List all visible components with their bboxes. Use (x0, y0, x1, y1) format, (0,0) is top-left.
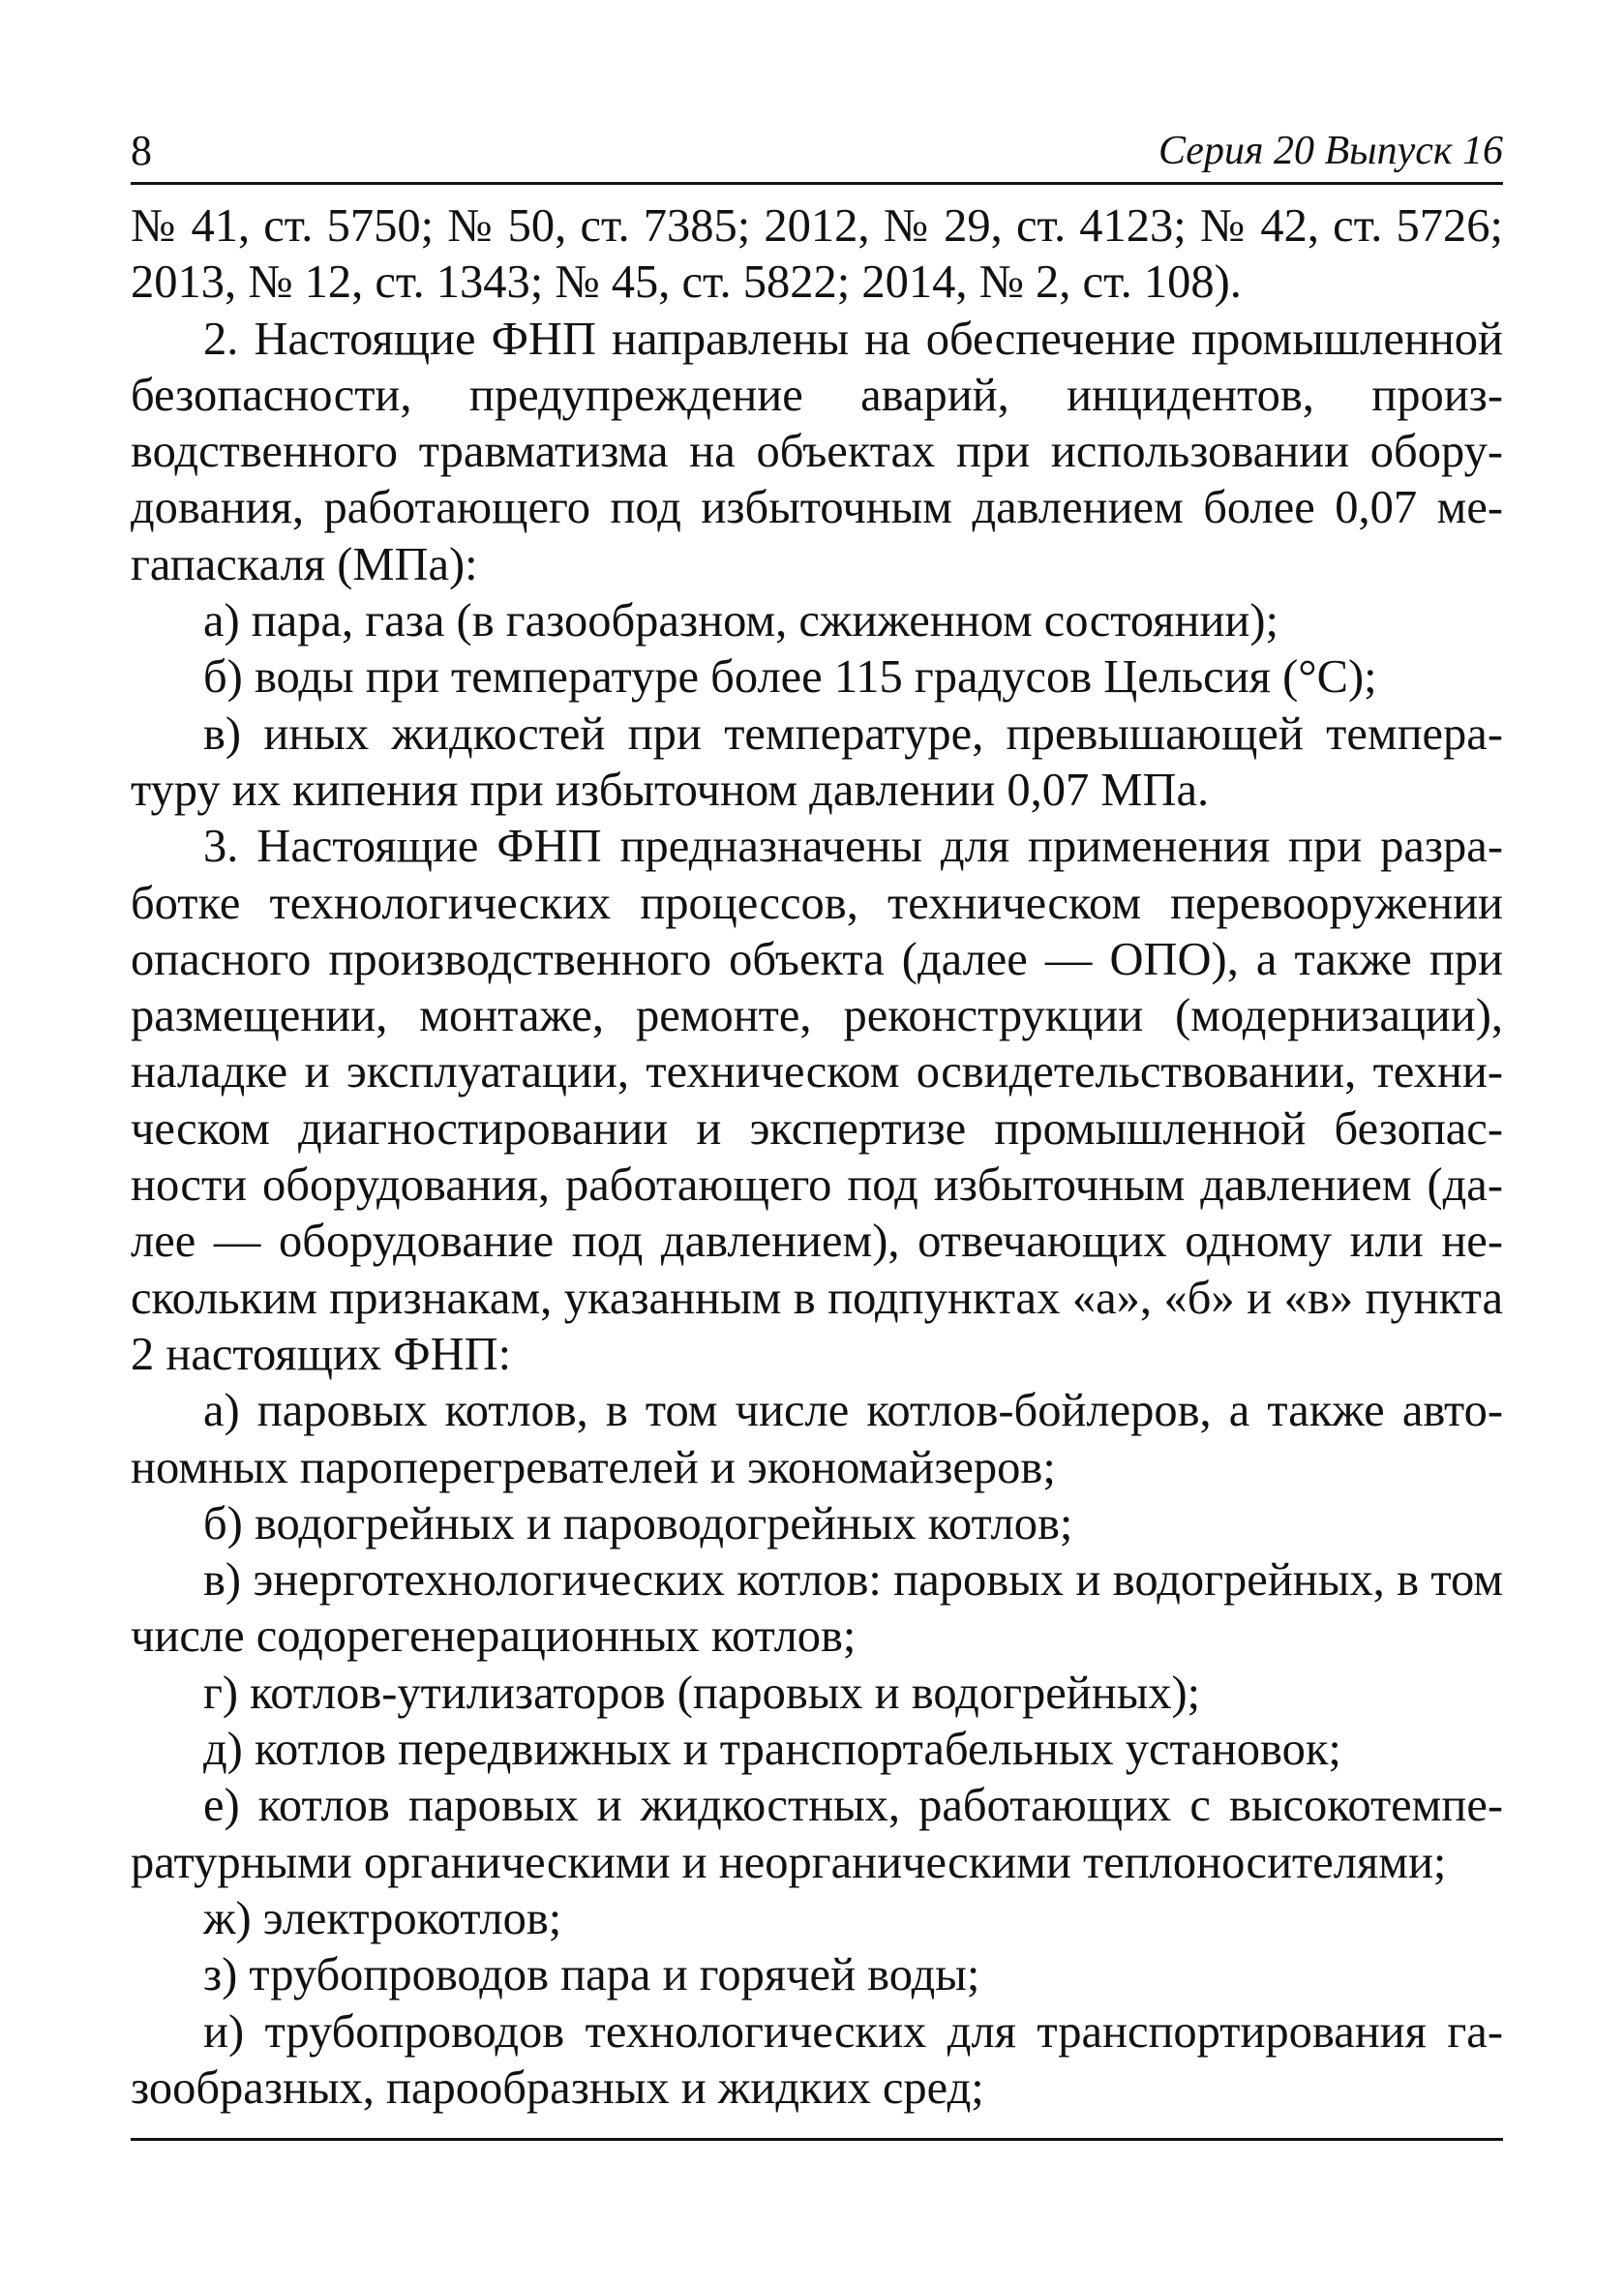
page-number: 8 (131, 127, 152, 174)
list-item-2c: в) иных жидкостей при температуре, превышающей температуру их кипения при избыточном давлении 0,07 МПа. (131, 707, 1503, 816)
paragraph-continuation: № 41, ст. 5750; № 50, ст. 7385; 2012, № 29, ст. 4123; № 42, ст. 5726; 2013, № 12, ст. 1343; № 45, ст. 5822; 2014, № 2, ст. 108). (131, 200, 1503, 309)
list-item-2b: б) воды при температуре более 115 градусов Цельсия (°С); (203, 651, 1377, 704)
series-title: Серия 20 Выпуск 16 (1158, 129, 1503, 173)
list-item-3f: е) котлов паровых и жидкостных, работающих с высокотемпературными органическими и неорганическими теплоносителями; (131, 1780, 1503, 1888)
running-header (131, 126, 1503, 176)
list-item-3c: в) энерготехнологических котлов: паровых и водогрейных, в том числе содорегенерационных котлов; (131, 1554, 1503, 1663)
list-item-3e: д) котлов передвижных и транспортабельных установок; (203, 1724, 1341, 1776)
body-text (131, 198, 1503, 2117)
list-item-3b: б) водогрейных и пароводогрейных котлов; (203, 1497, 1073, 1549)
paragraph-item-2: 2. Настоящие ФНП направлены на обеспечение промышленной безопасности, предупреждение аварий, инцидентов, производственного травматизма на объектах при использовании оборудования, работающего под избыточным давлением более 0,07 мегапаскаля (МПа): (131, 313, 1503, 590)
list-item-3a: а) паровых котлов, в том числе котлов-бойлеров, а также автономных пароперегревателей и экономайзеров; (131, 1385, 1503, 1493)
list-item-3d: г) котлов-утилизаторов (паровых и водогрейных); (203, 1667, 1201, 1719)
list-item-3i: и) трубопроводов технологических для транспортирования газообразных, парообразных и жидких сред; (131, 2005, 1503, 2114)
header-rule (131, 182, 1503, 185)
paragraph-item-3: 3. Настоящие ФНП предназначены для применения при разработке технологических процессов, техническом перевооружении опасного производственного объекта (далее — ОПО), а также при размещении, монтаже, ремонте, реконструкции (модернизации), наладке и эксплуатации, техническом освидетельствовании, техническом диагностировании и экспертизе промышленной безопасности оборудования, работающего под избыточным давлением (далее — оборудование под давлением), отвечающих одному или нескольким признакам, указанным в подпунктах «а», «б» и «в» пункта 2 настоящих ФНП: (131, 821, 1503, 1380)
list-item-3h: з) трубопроводов пара и горячей воды; (203, 1949, 980, 2001)
list-item-2a: а) пара, газа (в газообразном, сжиженном состоянии); (203, 595, 1278, 647)
list-item-3g: ж) электрокотлов; (203, 1892, 562, 1944)
document-page (131, 126, 1503, 2141)
footer-rule (131, 2138, 1503, 2141)
